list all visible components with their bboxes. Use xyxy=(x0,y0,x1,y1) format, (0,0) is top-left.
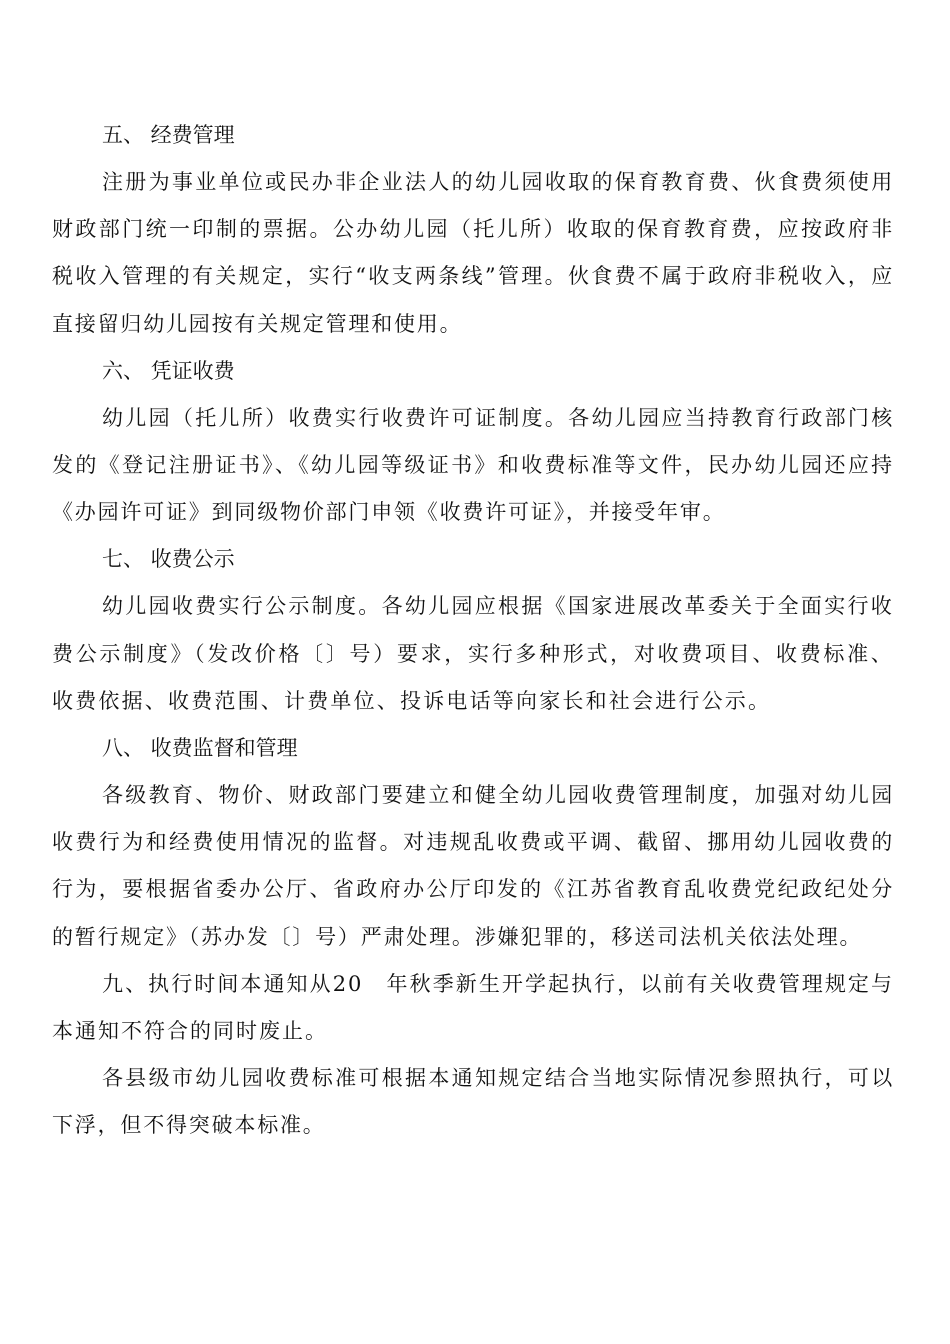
paragraph-fee-disclosure: 幼儿园收费实行公示制度。各幼儿园应根据《国家进展改革委关于全面实行收费公示制度》（发改价格〔〕号）要求，实行多种形式，对收费项目、收费标准、收费依据、收费范围、计费单位、投诉电话等向家长和社会进行公示。 xyxy=(52,594,894,713)
paragraph-effective-date: 九、执行时间本通知从20 年秋季新生开学起执行，以前有关收费管理规定与本通知不符合的同时废止。 xyxy=(52,971,894,1044)
section-heading-fee-supervision: 八、 收费监督和管理 xyxy=(102,736,298,761)
section-heading-funding-management: 五、 经费管理 xyxy=(102,123,235,147)
paragraph-county-standards: 各县级市幼儿园收费标准可根据本通知规定结合当地实际情况参照执行，可以下浮，但不得突破本标准。 xyxy=(52,1066,894,1138)
paragraph-funding-management: 注册为事业单位或民办非企业法人的幼儿园收取的保育教育费、伙食费须使用财政部门统一印制的票据。公办幼儿园（托儿所）收取的保育教育费，应按政府非税收入管理的有关规定，实行“收支两条线”管理。伙食费不属于政府非税收入，应直接留归幼儿园按有关规定管理和使用。 xyxy=(52,170,894,336)
section-heading-fee-disclosure: 七、 收费公示 xyxy=(102,547,235,572)
paragraph-fee-supervision: 各级教育、物价、财政部门要建立和健全幼儿园收费管理制度，加强对幼儿园收费行为和经费使用情况的监督。对违规乱收费或平调、截留、挪用幼儿园收费的行为，要根据省委办公厅、省政府办公厅印发的《江苏省教育乱收费党纪政纪处分的暂行规定》（苏办发〔〕号）严肃处理。涉嫌犯罪的，移送司法机关依法处理。 xyxy=(52,783,894,949)
paragraph-voucher-fees: 幼儿园（托儿所）收费实行收费许可证制度。各幼儿园应当持教育行政部门核发的《登记注册证书》、《幼儿园等级证书》和收费标准等文件，民办幼儿园还应持《办园许可证》到同级物价部门申领《收费许可证》，并接受年审。 xyxy=(52,405,894,525)
section-heading-voucher-fees: 六、 凭证收费 xyxy=(102,358,235,383)
